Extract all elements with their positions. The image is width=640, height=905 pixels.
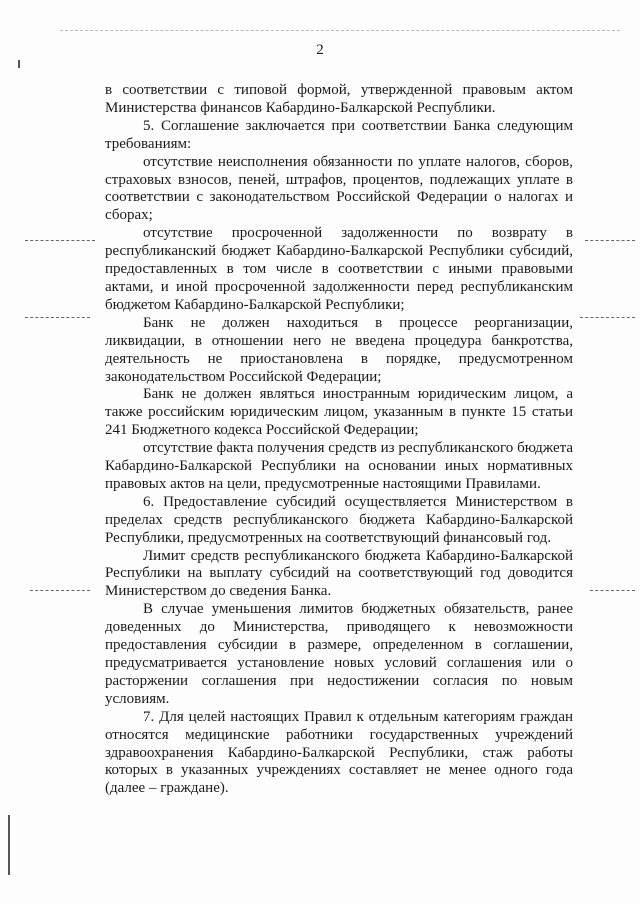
document-body xyxy=(105,82,573,798)
scan-artifact-dash-3 xyxy=(25,317,90,318)
paragraph-item-7: 7. Для целей настоящих Правил к отдельным категориям граждан относятся медицинские работники государственных учреждений здравоохранения Кабардино-Балкарской Республики, стаж работы которых в указанных учреждениях составляет не менее одного года (далее – граждане). xyxy=(105,708,573,797)
paragraph-continuation: в соответствии с типовой формой, утвержденной правовым актом Министерства финансов Кабардино-Балкарской Республики. xyxy=(105,82,573,116)
paragraph-requirement-debt: отсутствие просроченной задолженности по возврату в республиканский бюджет Кабардино-Балкарской Республики субсидий, предоставленных в том числе в соответствии с иными правовыми актами, и иной просроченной задолженности перед республиканским бюджетом Кабардино-Балкарской Республики; xyxy=(105,225,573,313)
scan-artifact-top-line xyxy=(60,30,620,31)
page-number: 2 xyxy=(316,42,324,58)
paragraph-item-5: 5. Соглашение заключается при соответствии Банка следующим требованиям: xyxy=(105,117,573,152)
scan-artifact-dash-5 xyxy=(30,590,90,591)
paragraph-requirement-no-other-funds: отсутствие факта получения средств из республиканского бюджета Кабардино-Балкарской Республики на основании иных нормативных правовых актов на цели, предусмотренные настоящими Правилами. xyxy=(105,440,573,492)
scan-artifact-left-bar xyxy=(8,815,10,875)
paragraph-item-6: 6. Предоставление субсидий осуществляется Министерством в пределах средств республиканского бюджета Кабардино-Балкарской Республики, предусмотренных на соответствующий финансовый год. xyxy=(105,493,573,546)
paragraph-limit: Лимит средств республиканского бюджета Кабардино-Балкарской Республики на выплату субсидий на соответствующий год доводится Министерством до сведения Банка. xyxy=(105,547,573,600)
scan-artifact-dash-1 xyxy=(25,240,95,241)
paragraph-requirement-foreign-entity: Банк не должен являться иностранным юридическим лицом, а также российским юридическим лицом, указанным в пункте 15 статьи 241 Бюджетного кодекса Российской Федерации; xyxy=(105,386,573,439)
scan-artifact-left-mark xyxy=(18,60,20,68)
paragraph-requirement-reorganization: Банк не должен находиться в процессе реорганизации, ликвидации, в отношении него не введена процедура банкротства, деятельность не приостановлена в порядке, предусмотренном законодательством Российской Федерации; xyxy=(105,314,573,385)
paragraph-limit-reduction: В случае уменьшения лимитов бюджетных обязательств, ранее доведенных до Министерства, приводящего к невозможности предоставления субсидии в размере, определенном в соглашении, предусматривается установление новых условий соглашения или о расторжении соглашения при недостижении согласия по новым условиям. xyxy=(105,601,573,707)
scan-artifact-dash-2 xyxy=(585,240,635,241)
paragraph-requirement-taxes: отсутствие неисполнения обязанности по уплате налогов, сборов, страховых взносов, пеней, штрафов, процентов, подлежащих уплате в соответствии с законодательством Российской Федерации о налогах и сборах; xyxy=(105,153,573,224)
scan-artifact-dash-4 xyxy=(580,317,635,318)
scan-artifact-dash-6 xyxy=(590,590,635,591)
